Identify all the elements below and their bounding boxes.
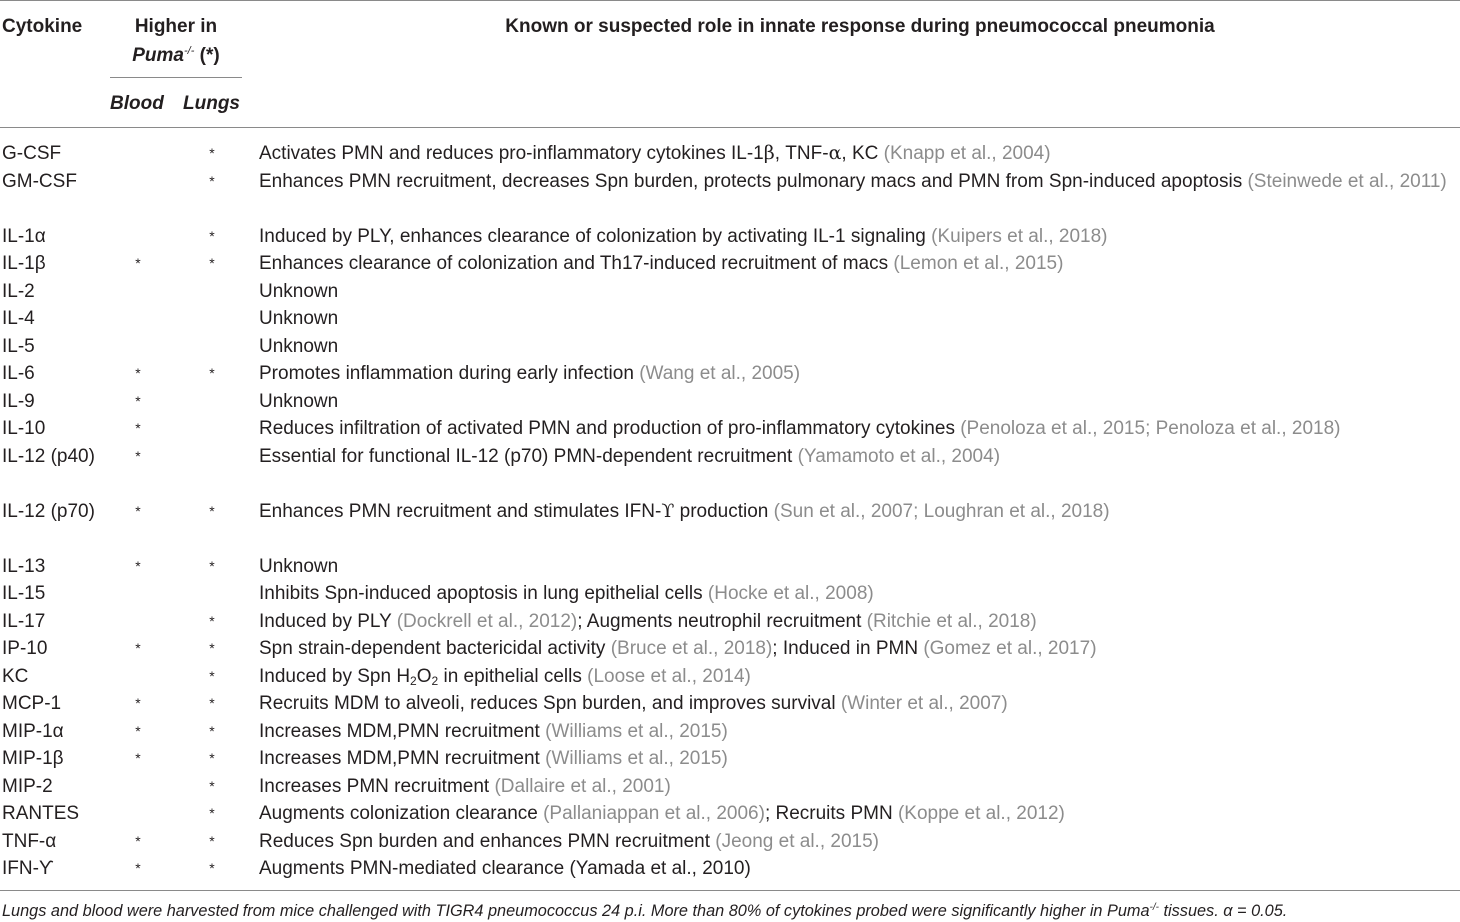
role-text: Induced by Spn H — [259, 665, 411, 687]
footnote-sup: -/- — [1149, 902, 1159, 913]
role-text: Spn strain-dependent bactericidal activity — [259, 638, 611, 659]
role-text: Reduces Spn burden and enhances PMN recruitment — [259, 830, 716, 852]
blood-mark: * — [135, 832, 141, 849]
table-row — [0, 663, 1460, 691]
role-description — [259, 635, 1454, 663]
role-description — [259, 333, 1454, 361]
table-row — [0, 278, 1460, 306]
table-row — [0, 360, 1460, 388]
role-text: Activates PMN and reduces pro-inflammatory cytokines IL-1 — [259, 143, 764, 164]
table-row — [0, 635, 1460, 663]
role-text: in epithelial cells — [438, 665, 588, 687]
role-description — [259, 223, 1454, 251]
cytokine-name: IL-4 — [2, 308, 35, 329]
role-text: Increases PMN recruitment — [259, 775, 495, 797]
blood-mark: * — [135, 420, 141, 436]
reference-citation: (Yamamoto et al., 2004) — [797, 445, 1001, 467]
cytokine-name: IL-13 — [2, 555, 46, 577]
reference-citation: (Winter et al., 2007) — [840, 693, 1008, 714]
reference-citation: (Bruce et al., 2018) — [610, 638, 773, 659]
footnote-part2: tissues. α = 0.05. — [1159, 902, 1288, 920]
lungs-mark: * — [209, 145, 215, 161]
reference-citation: (Dockrell et al., 2012) — [396, 610, 578, 632]
reference-citation: (Kuipers et al., 2018) — [931, 225, 1108, 247]
lungs-mark: * — [209, 860, 215, 876]
header-lungs: Lungs — [183, 93, 240, 114]
role-text: Increases MDM,PMN recruitment — [259, 720, 546, 742]
header-cytokine: Cytokine — [2, 16, 83, 37]
lungs-mark: * — [209, 557, 215, 574]
role-text: 2 — [431, 673, 439, 688]
cytokine-name: IL-5 — [2, 335, 35, 357]
table-row — [0, 498, 1460, 553]
role-description — [259, 168, 1454, 196]
role-text: production — [674, 500, 774, 522]
cytokine-name: IL-10 — [2, 418, 46, 439]
reference-citation: (Lemon et al., 2015) — [893, 253, 1064, 274]
role-text: Enhances PMN recruitment, decreases Spn burden, protects pulmonary macs and PMN from Spn-induced apoptosis — [259, 170, 1248, 192]
table-row — [0, 140, 1460, 168]
lungs-mark: * — [209, 750, 215, 766]
cytokine-name: IL-12 (p70) — [2, 500, 95, 522]
table-row — [0, 553, 1460, 581]
role-text: Unknown — [259, 308, 339, 329]
blood-mark: * — [135, 640, 141, 656]
cytokine-name: MIP-1β — [2, 748, 64, 769]
role-text: ; Augments neutrophil recruitment — [577, 610, 867, 632]
reference-citation: (Hocke et al., 2008) — [707, 583, 874, 604]
role-description — [259, 443, 1454, 471]
role-description — [259, 278, 1454, 306]
table-row — [0, 855, 1460, 883]
cytokine-name: TNF-α — [2, 830, 57, 852]
table-bottom-rule — [0, 890, 1460, 891]
role-description — [259, 663, 1454, 691]
header-blood: Blood — [110, 93, 164, 114]
table-row — [0, 168, 1460, 223]
header-puma: Puma — [132, 45, 184, 66]
lungs-mark: * — [209, 227, 215, 244]
table-row — [0, 690, 1460, 718]
reference-citation: (Penoloza et al., 2015; Penoloza et al., 2018) — [960, 418, 1341, 439]
lungs-mark: * — [209, 777, 215, 794]
cytokine-name: IL-1β — [2, 253, 46, 274]
table-row — [0, 828, 1460, 856]
role-description — [259, 388, 1454, 416]
reference-citation: (Williams et al., 2015) — [545, 748, 728, 769]
cytokine-name: IL-1α — [2, 225, 46, 247]
role-description — [259, 360, 1454, 388]
role-description — [259, 415, 1454, 443]
lungs-mark: * — [209, 255, 215, 271]
lungs-mark: * — [209, 172, 215, 189]
cytokine-name: RANTES — [2, 803, 80, 824]
role-description — [259, 580, 1454, 608]
blood-mark: * — [135, 722, 141, 739]
role-description — [259, 828, 1454, 856]
cytokine-name: IL-6 — [2, 363, 35, 384]
cytokine-name: MIP-2 — [2, 775, 53, 797]
lungs-mark: * — [209, 695, 215, 711]
role-description — [259, 690, 1454, 718]
header-bottom-rule — [0, 127, 1460, 128]
role-description — [259, 498, 1454, 526]
blood-mark: * — [135, 860, 141, 876]
table-row — [0, 773, 1460, 801]
table-row — [0, 800, 1460, 828]
header-higher-line1: Higher in — [134, 16, 218, 37]
blood-mark: * — [135, 365, 141, 381]
lungs-mark: * — [209, 667, 215, 684]
lungs-mark: * — [209, 832, 215, 849]
role-text: Unknown — [259, 390, 339, 412]
role-description — [259, 250, 1454, 278]
blood-mark: * — [135, 255, 141, 271]
table-row — [0, 580, 1460, 608]
role-description — [259, 553, 1454, 581]
reference-citation: (Koppe et al., 2012) — [897, 803, 1065, 824]
role-description — [259, 745, 1454, 773]
table-row — [0, 718, 1460, 746]
reference-citation: (Pallaniappan et al., 2006) — [543, 803, 765, 824]
role-text: Inhibits Spn-induced apoptosis in lung epithelial cells — [259, 583, 708, 604]
table-row — [0, 305, 1460, 333]
table-row — [0, 388, 1460, 416]
role-text: 2 — [410, 673, 417, 688]
greek-symbol: β — [763, 142, 775, 164]
role-description — [259, 305, 1454, 333]
cytokine-name: IL-12 (p40) — [2, 445, 95, 467]
reference-citation: (Jeong et al., 2015) — [715, 830, 879, 852]
blood-mark: * — [135, 392, 141, 409]
reference-citation: (Gomez et al., 2017) — [923, 638, 1097, 659]
lungs-mark: * — [209, 365, 215, 381]
cytokine-name: IL-2 — [2, 280, 35, 302]
blood-mark: * — [135, 557, 141, 574]
role-text: Unknown — [259, 335, 339, 357]
header-higher-in — [110, 15, 242, 68]
role-text: Unknown — [259, 555, 339, 577]
table-body — [0, 140, 1460, 883]
lungs-mark: * — [209, 722, 215, 739]
cytokine-name: KC — [2, 665, 29, 687]
header-sub-rule — [110, 77, 242, 78]
role-description — [259, 140, 1454, 168]
role-text: O — [416, 665, 432, 687]
reference-citation: (Ritchie et al., 2018) — [866, 610, 1037, 632]
header-star-mark: (*) — [199, 45, 220, 66]
lungs-mark: * — [209, 805, 215, 821]
role-text: Induced by PLY, enhances clearance of colonization by activating IL-1 signaling — [259, 225, 932, 247]
role-text: Increases MDM,PMN recruitment — [259, 748, 546, 769]
table-footnote — [2, 900, 1458, 922]
role-text: Enhances PMN recruitment and stimulates IFN- — [259, 500, 662, 522]
cytokine-name: IL-15 — [2, 583, 46, 604]
reference-citation: (Williams et al., 2015) — [545, 720, 728, 742]
blood-mark: * — [135, 502, 141, 519]
table-row — [0, 333, 1460, 361]
role-text: , KC — [841, 143, 884, 164]
role-description — [259, 608, 1454, 636]
blood-mark: * — [135, 750, 141, 766]
blood-mark: * — [135, 695, 141, 711]
cytokine-name: MCP-1 — [2, 693, 62, 714]
role-text: Augments PMN-mediated clearance (Yamada et al., 2010) — [259, 858, 751, 879]
role-text: , TNF- — [774, 143, 829, 164]
table-row — [0, 745, 1460, 773]
role-description — [259, 773, 1454, 801]
reference-citation: (Sun et al., 2007; Loughran et al., 2018) — [773, 500, 1110, 522]
table-row — [0, 415, 1460, 443]
cytokine-name: IL-17 — [2, 610, 46, 632]
table-row — [0, 443, 1460, 498]
cytokine-name: IL-9 — [2, 390, 35, 412]
greek-symbol: α — [828, 142, 842, 164]
cytokine-name: G-CSF — [2, 143, 62, 164]
lungs-mark: * — [209, 612, 215, 629]
header-puma-sup: -/- — [184, 45, 195, 57]
cytokine-name: GM-CSF — [2, 170, 77, 192]
reference-citation: (Loose et al., 2014) — [587, 665, 751, 687]
reference-citation: (Dallaire et al., 2001) — [494, 775, 671, 797]
header-higher-line2 — [110, 39, 242, 68]
reference-citation: (Knapp et al., 2004) — [883, 143, 1051, 164]
table-row — [0, 250, 1460, 278]
role-text: Enhances clearance of colonization and Th17-induced recruitment of macs — [259, 253, 894, 274]
role-text: Reduces infiltration of activated PMN and production of pro-inflammatory cytokines — [259, 418, 961, 439]
greek-symbol: ϒ — [661, 499, 675, 522]
blood-mark: * — [135, 447, 141, 464]
lungs-mark: * — [209, 640, 215, 656]
table-top-rule — [0, 0, 1460, 1]
role-text: ; Recruits PMN — [764, 803, 898, 824]
reference-citation: (Wang et al., 2005) — [639, 363, 801, 384]
footnote-part1: Lungs and blood were harvested from mice challenged with TIGR4 pneumococcus 24 p.i. More than 80% of cytokines probed were significantly higher in Puma — [2, 902, 1150, 920]
role-text: Recruits MDM to alveoli, reduces Spn burden, and improves survival — [259, 693, 841, 714]
lungs-mark: * — [209, 502, 215, 519]
role-description — [259, 855, 1454, 883]
role-text: Induced by PLY — [259, 610, 397, 632]
role-text: Essential for functional IL-12 (p70) PMN-dependent recruitment — [259, 445, 798, 467]
cytokine-name: IP-10 — [2, 638, 48, 659]
table-row — [0, 223, 1460, 251]
reference-citation: (Steinwede et al., 2011) — [1247, 170, 1447, 192]
role-text: ; Induced in PMN — [772, 638, 924, 659]
role-description — [259, 800, 1454, 828]
role-text: Augments colonization clearance — [259, 803, 544, 824]
cytokine-name: IFN-ϒ — [2, 858, 54, 879]
header-role: Known or suspected role in innate response during pneumococcal pneumonia — [505, 16, 1215, 37]
role-text: Promotes inflammation during early infection — [259, 363, 640, 384]
cytokine-name: MIP-1α — [2, 720, 64, 742]
role-description — [259, 718, 1454, 746]
table-row — [0, 608, 1460, 636]
role-text: Unknown — [259, 280, 339, 302]
